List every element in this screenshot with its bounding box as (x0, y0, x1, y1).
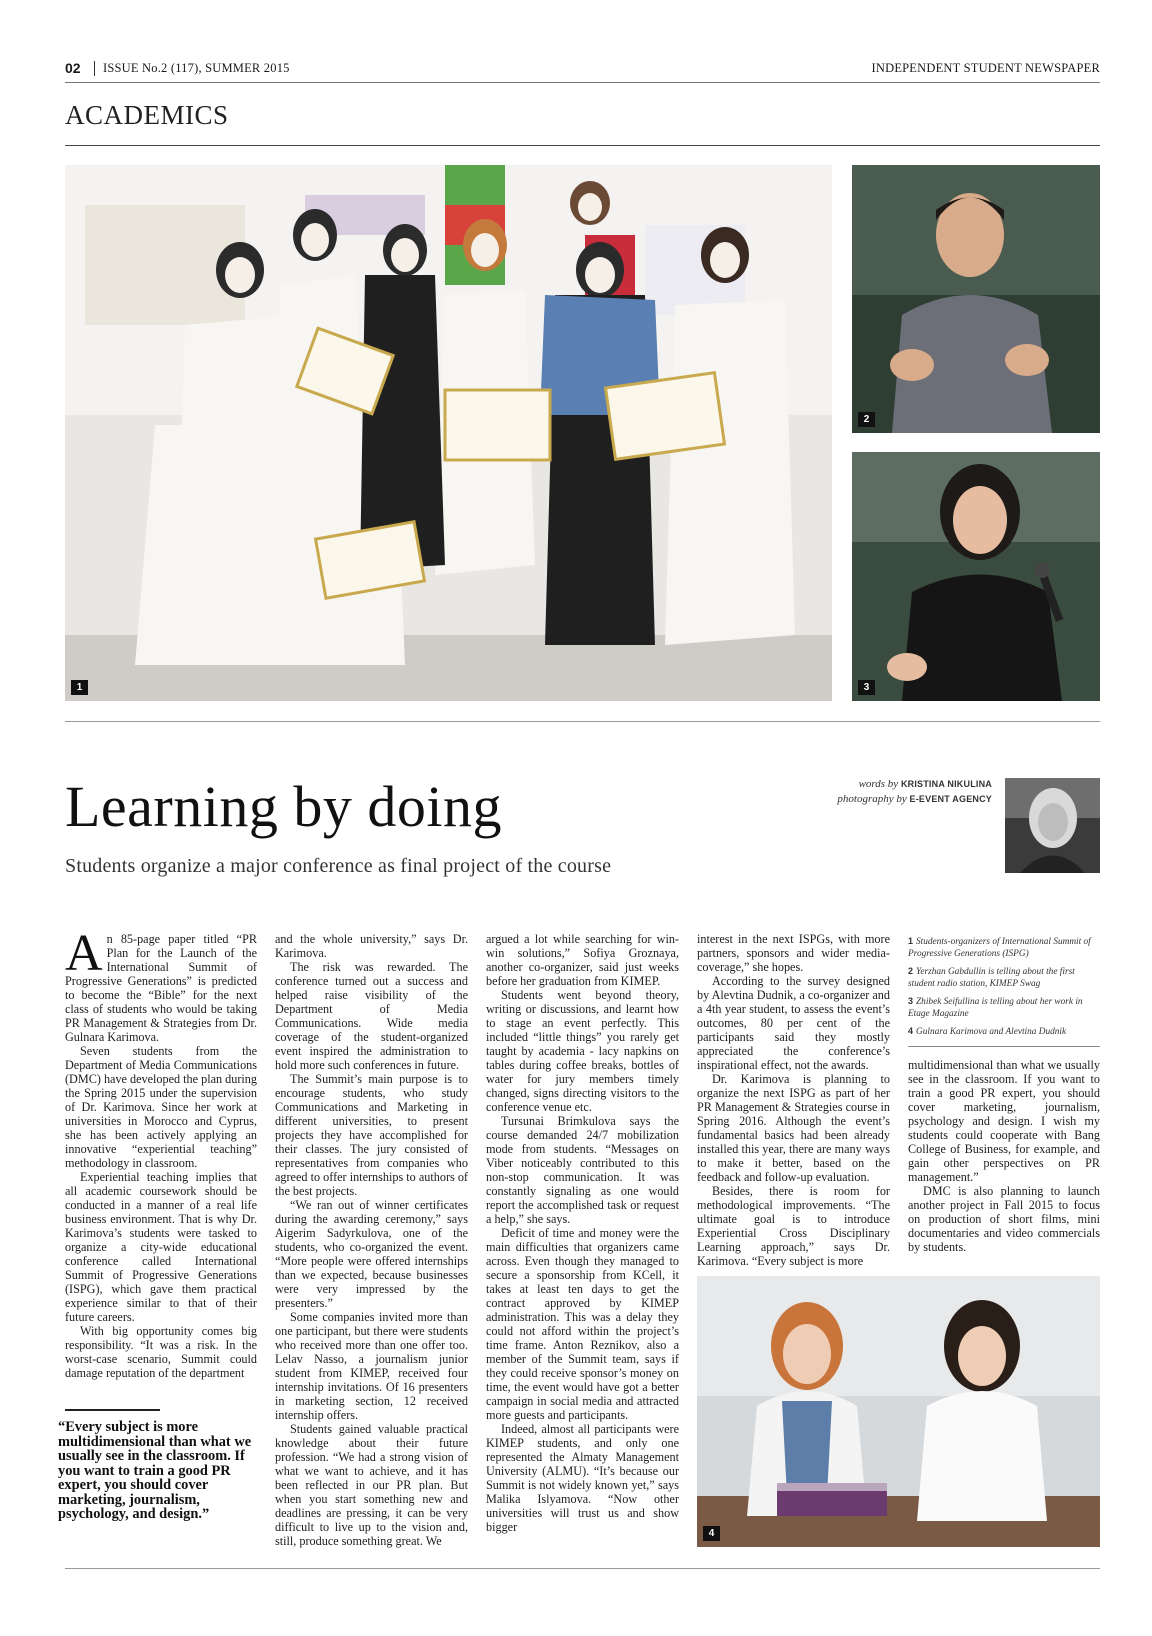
paragraph: According to the survey designed by Alevtina Dudnik, a co-organizer and a 4th year student, to assess the event’s outcomes, 80 per cent of the participants said they mostly appreciated the conference’s inspirational effect, not the awards. (697, 974, 890, 1072)
section-rule (65, 145, 1100, 146)
caption-4: 4 Gulnara Karimova and Alevtina Dudnik (908, 1026, 1067, 1037)
section-title: ACADEMICS (65, 100, 229, 130)
article-headline: Learning by doing (65, 774, 502, 839)
paragraph: Deficit of time and money were the main difficulties that organizers came across. Even though they managed to secure a sponsorship from KCell, it takes at least ten days to get the contract approved by KIMEP administration. This was a delay they could not afford within the project’s time frame. Anton Reznikov, also a member of the Summit team, says if they could receive sponsor’s money on time, the event would have got a better campaign in social media and attracted more guests and participants. (486, 1226, 679, 1422)
photo-captions (908, 936, 1100, 1045)
paragraph: Experiential teaching implies that all academic coursework should be conducted in a manner of a real life business environment. That is why Dr. Karimova’s students were tasked to organize a city-wide educational conference called International Summit of Progressive Generations (ISPG), which gave them practical experience similar to that of their future careers. (65, 1170, 257, 1324)
photo-number-4: 4 (703, 1526, 720, 1541)
article-column-2 (275, 932, 468, 1548)
paragraph: The Summit’s main purpose is to encourage students, who study Communications and Marketing in different universities, to present projects they have accomplished for their classes. The jury consisted of representatives from companies who agreed to offer internships to authors of the best projects. (275, 1072, 468, 1198)
paragraph: Tursunai Brimkulova says the course demanded 24/7 mobilization mode from students. “Messages on Viber noticeably contributed to this non-stop communication. It was constantly signaling as one would report the accomplished task or request a help,” she says. (486, 1114, 679, 1226)
paragraph: and the whole university,” says Dr. Karimova. (275, 932, 468, 960)
photo-number-3: 3 (858, 680, 875, 695)
paragraph: With big opportunity comes big responsibility. “It was a risk. In the worst-case scenario, Summit could damage reputation of the department (65, 1324, 257, 1380)
paragraph: Indeed, almost all participants were KIMEP students, and only one represented the Almaty Management University (ALMU). “It’s because our Summit is not widely known yet,” says Malika Islyamova. “Now other universities will trust us and show bigger (486, 1422, 679, 1534)
drop-cap: A (65, 925, 103, 982)
page-number: 02 (65, 60, 81, 76)
writer-name: KRISTINA NIKULINA (900, 779, 992, 789)
paragraph: Dr. Karimova is planning to organize the next ISPG as part of her PR Management & Strategies course in Spring 2016. Although the event’s fundamental basics had been already installed this year, there are many ways to make it better, based on the feedback and follow-up evaluation. (697, 1072, 890, 1184)
side-photo-top (852, 165, 1100, 433)
photographer-name: E-EVENT AGENCY (909, 794, 992, 804)
header-rule (65, 82, 1100, 83)
article-deck: Students organize a major conference as final project of the course (65, 855, 612, 877)
article-column-1 (65, 925, 257, 1380)
photography-by-label: photography by (837, 793, 907, 805)
photo-number-2: 2 (858, 412, 875, 427)
page-header (65, 60, 1100, 84)
caption-1: 1 Students-organizers of International Summit of Progressive Generations (ISPG) (908, 936, 1091, 959)
group-photo-illustration (65, 165, 832, 701)
caption-2: 2 Yerzhan Gabdullin is telling about the first student radio station, KIMEP Swag (908, 966, 1075, 989)
newspaper-name: INDEPENDENT STUDENT NEWSPAPER (871, 61, 1100, 75)
issue-label: ISSUE No.2 (117), SUMMER 2015 (103, 61, 290, 75)
pull-quote: “Every subject is more multidimensional than what we usually see in the classroom. If you want to train a good PR expert, you should cover marketing, journalism, psychology, and design.” (58, 1419, 252, 1522)
article-column-3 (486, 932, 679, 1534)
speaker-woman-illustration (852, 452, 1100, 701)
paragraph: Seven students from the Department of Media Communications (DMC) have developed the plan during the Spring 2015 under the supervision of Dr. Karimova. Since her work at universities in Morocco and Cyprus, she has been actively applying an innovative “experiential teaching” methodology in classroom. (65, 1044, 257, 1170)
paragraph: An 85-page paper titled “PR Plan for the Launch of the International Summit of Progressive Generations” is predicted to become the “Bible” for the next class of students who would be taking PR Management & Strategies from Dr. Gulnara Karimova. (65, 925, 257, 1044)
article-credits (780, 777, 992, 807)
pull-quote-rule (65, 1409, 160, 1411)
photo-rule (65, 721, 1100, 722)
two-women-illustration (697, 1276, 1100, 1547)
author-portrait-illustration (1005, 778, 1100, 873)
caption-rule (908, 1046, 1100, 1047)
paragraph: “We ran out of winner certificates during the awarding ceremony,” says Aigerim Sadyrkulova, one of the students, who co-organized the event. “More people were offered internships than we expected, because businesses were very impressed by the presenters.” (275, 1198, 468, 1310)
paragraph: multidimensional than what we usually see in the classroom. If you want to train a good PR expert, you should cover marketing, journalism, psychology and design. I wish my students could cooperate with Bang College of Business, for example, and gain other perspectives on PR management.” (908, 1058, 1100, 1184)
caption-3: 3 Zhibek Seifullina is telling about her work in Etage Magazine (908, 996, 1083, 1019)
footer-rule (65, 1568, 1100, 1569)
header-separator (94, 61, 95, 76)
words-by-label: words by (858, 778, 899, 790)
side-photo-bottom (852, 452, 1100, 701)
paragraph: Students went beyond theory, writing or discussions, and learnt how to stage an event perfectly. This included “little things” you rarely get taught by academia - lacy napkins on tables during coffee breaks, bottles of water for jury members timely changed, signs directing visitors to the conference venue etc. (486, 988, 679, 1114)
article-column-5 (908, 1058, 1100, 1254)
bottom-photo (697, 1276, 1100, 1547)
paragraph: The risk was rewarded. The conference turned out a success and helped raise visibility of the Department of Media Communications. Wide media coverage of the student-organized event inspired the administration to hold more such conferences in future. (275, 960, 468, 1072)
paragraph: Students gained valuable practical knowledge about their future profession. “We had a strong vision of what we want to achieve, and it has been reflected in our PR plan. But when you start something new and deadlines are pressing, it can be very difficult to live up to the vision and, still, produce something great. We (275, 1422, 468, 1548)
photo-number-1: 1 (71, 680, 88, 695)
paragraph: DMC is also planning to launch another project in Fall 2015 to focus on production of short films, mini documentaries and video commercials by students. (908, 1184, 1100, 1254)
article-column-4 (697, 932, 890, 1268)
main-group-photo (65, 165, 832, 701)
paragraph: Besides, there is room for methodological improvements. “The ultimate goal is to introduce Experiential Cross Disciplinary Learning approach,” says Dr. Karimova. “Every subject is more (697, 1184, 890, 1268)
paragraph: argued a lot while searching for win-win solutions,” Sofiya Groznaya, another co-organizer, said just weeks before her graduation from KIMEP. (486, 932, 679, 988)
speaker-man-illustration (852, 165, 1100, 433)
paragraph: Some companies invited more than one participant, but there were students who received more than one offer too. Lelav Nasso, a journalism junior student from KIMEP, received four internship invitations. Of 16 presenters in marketing section, 12 received internship offers. (275, 1310, 468, 1422)
author-photo (1005, 778, 1100, 873)
paragraph: interest in the next ISPGs, with more partners, sponsors and wider media-coverage,” she hopes. (697, 932, 890, 974)
